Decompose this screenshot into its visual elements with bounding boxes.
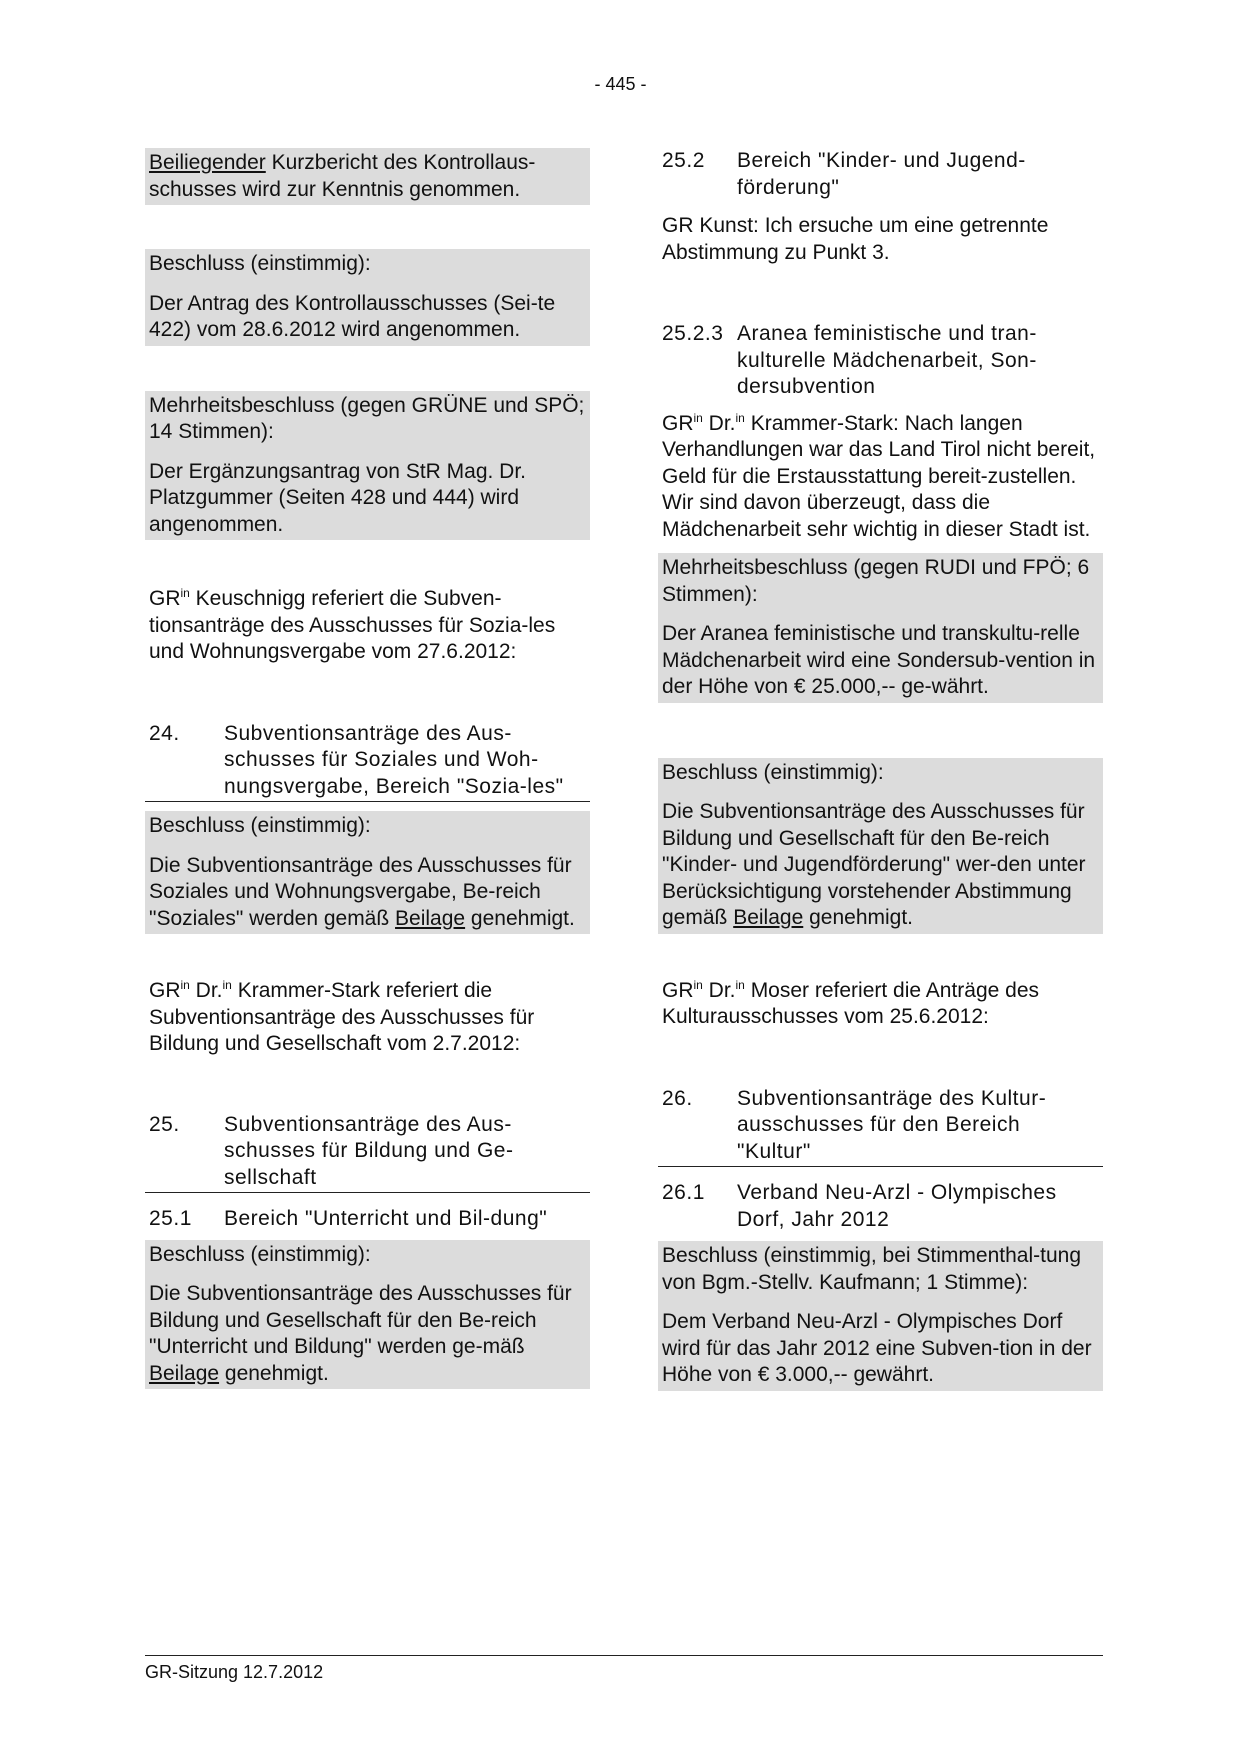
resolution-label: Beschluss (einstimmig, bei Stimmenthal-tung von Bgm.-Stellv. Kaufmann; 1 Stimme): — [662, 1244, 1081, 1294]
report-acknowledgement-text: Beiliegender Kurzbericht des Kontrollaus-schusses wird zur Kenntnis genommen. — [149, 151, 536, 201]
attachment-link[interactable]: Beilage — [149, 1361, 220, 1385]
item-number: 26.1 — [662, 1181, 705, 1204]
resolution-text: Der Antrag des Kontrollausschusses (Sei-te 422) vom 28.6.2012 wird angenommen. — [149, 291, 556, 341]
resolution-block — [145, 249, 590, 346]
resolution-label: Beschluss (einstimmig): — [149, 252, 371, 275]
speaker-paragraph: $GR^{in}$ Keuschnigg referiert die Subven-tionsanträge des Ausschusses für Sozia-les und Wohnungsvergabe vom 27.6.2012: — [149, 586, 556, 663]
right-column — [658, 148, 1103, 1391]
item-number: 25.1 — [149, 1207, 192, 1230]
agenda-item-25-2-3 — [658, 321, 1103, 401]
agenda-item-26 — [658, 1086, 1103, 1168]
speaker-paragraph: $GR^{in}$ Dr.$^{in}$ Moser referiert die Anträge des Kulturausschusses vom 25.6.2012: — [662, 977, 1040, 1028]
speaker-paragraph: GR Kunst: Ich ersuche um eine getrennte Abstimmung zu Punkt 3. — [662, 214, 1049, 264]
item-title: Subventionsanträge des Kultur-ausschusses für den Bereich "Kultur" — [737, 1086, 1047, 1163]
item-number: 25. — [149, 1112, 180, 1136]
report-acknowledgement-block — [145, 148, 590, 205]
resolution-label: Mehrheitsbeschluss (gegen GRÜNE und SPÖ; 14 Stimmen): — [149, 393, 585, 443]
page-footer: GR-Sitzung 12.7.2012 — [145, 1655, 1103, 1683]
agenda-item-25 — [145, 1112, 590, 1194]
resolution-block — [658, 758, 1103, 934]
majority-resolution-block — [145, 391, 590, 541]
resolution-text: Dem Verband Neu-Arzl - Olympisches Dorf wird für das Jahr 2012 eine Subven-tion in der Höhe von € 3.000,-- gewährt. — [662, 1310, 1092, 1386]
left-column — [145, 148, 590, 1389]
resolution-text: Der Ergänzungsantrag von StR Mag. Dr. Platzgummer (Seiten 428 und 444) wird angenommen. — [149, 459, 527, 536]
resolution-label: Beschluss (einstimmig): — [149, 1242, 371, 1266]
resolution-text: Die Subventionsanträge des Ausschusses für Soziales und Wohnungsvergabe, Be-reich "Soziales" werden gemäß Beilage genehmigt. — [149, 853, 575, 930]
item-title: Subventionsanträge des Aus-schusses für Bildung und Ge-sellschaft — [224, 1112, 514, 1189]
resolution-label: Beschluss (einstimmig): — [662, 760, 884, 784]
resolution-text: Die Subventionsanträge des Ausschusses für Bildung und Gesellschaft für den Be-reich "Kinder- und Jugendförderung" wer-den unter Berücksichtigung vorstehender Abstimmung gemäß Beilage genehmigt. — [662, 800, 1086, 929]
attachment-link[interactable]: Beilage — [395, 906, 466, 930]
agenda-item-24 — [145, 721, 590, 803]
resolution-text: Die Subventionsanträge des Ausschusses für Bildung und Gesellschaft für den Be-reich "Unterricht und Bildung" werden ge-mäß Beilage genehmigt. — [149, 1282, 572, 1385]
resolution-label: Mehrheitsbeschluss (gegen RUDI und FPÖ; 6 Stimmen): — [662, 556, 1090, 606]
speaker-paragraph: $GR^{in}$ Dr.$^{in}$ Krammer-Stark: Nach langen Verhandlungen war das Land Tirol nicht bereit, Geld für die Erstausstattung bereit-zustellen. Wir sind davon überzeugt, dass die Mädchenarbeit sehr wichtig in dieser Stadt ist. — [662, 410, 1096, 541]
resolution-block — [145, 1240, 590, 1390]
resolution-block — [658, 1241, 1103, 1391]
agenda-item-26-1 — [658, 1180, 1103, 1233]
item-number: 24. — [149, 721, 180, 745]
resolution-text: Der Aranea feministische und transkultu-relle Mädchenarbeit wird eine Sondersub-vention in der Höhe von € 25.000,-- ge-währt. — [662, 622, 1096, 698]
item-number: 26. — [662, 1086, 693, 1110]
item-title: Verband Neu-Arzl - Olympisches Dorf, Jahr 2012 — [737, 1181, 1057, 1231]
item-title: Subventionsanträge des Aus-schusses für Soziales und Woh-nungsvergabe, Bereich "Sozia-les" — [224, 721, 564, 798]
speaker-paragraph: $GR^{in}$ Dr.$^{in}$ Krammer-Stark referiert die Subventionsanträge des Ausschusses für Bildung und Gesellschaft vom 2.7.2012: — [149, 978, 535, 1055]
resolution-label: Beschluss (einstimmig): — [149, 814, 371, 837]
agenda-item-25-1 — [145, 1206, 590, 1233]
attachment-link[interactable]: Beilage — [733, 906, 804, 929]
agenda-item-25-2 — [658, 148, 1103, 201]
attachment-link[interactable]: Beiliegender — [149, 151, 266, 174]
page-number: - 445 - — [594, 74, 647, 94]
resolution-block — [145, 811, 590, 934]
item-number: 25.2 — [662, 149, 705, 172]
item-title: Bereich "Kinder- und Jugend-förderung" — [737, 149, 1026, 199]
majority-resolution-block — [658, 553, 1103, 703]
item-title: Bereich "Unterricht und Bil-dung" — [224, 1207, 548, 1230]
item-number: 25.2.3 — [662, 322, 724, 345]
item-title: Aranea feministische und tran-kulturelle Mädchenarbeit, Son-dersubvention — [737, 322, 1037, 398]
